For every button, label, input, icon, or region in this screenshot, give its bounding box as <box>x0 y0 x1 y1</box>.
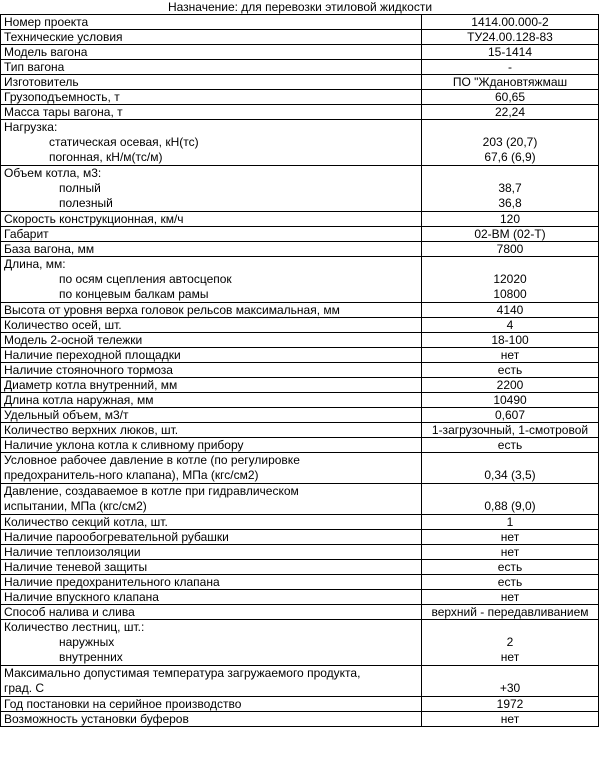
label-line: предохранитель-ного клапана), МПа (кгс/см2) <box>4 468 259 482</box>
sub-label: внутренних <box>59 650 123 664</box>
label: Наличие предохранительного клапана <box>1 575 422 590</box>
row-bogie-model <box>1 333 599 348</box>
row-inlet-valve <box>1 590 599 605</box>
row-production-year <box>1 697 599 712</box>
value-group <box>422 166 599 212</box>
value: 120 <box>422 212 599 227</box>
label: Масса тары вагона, т <box>1 105 422 120</box>
value: 1 <box>422 515 599 530</box>
label: Диаметр котла внутренний, мм <box>1 378 422 393</box>
sub-value: 38,7 <box>498 181 522 195</box>
sub-value: нет <box>500 650 520 664</box>
label-line: Давление, создаваемое в котле при гидравлическом <box>4 484 299 498</box>
group-label: Количество лестниц, шт.: <box>4 620 145 634</box>
value: 60,65 <box>422 90 599 105</box>
label-line: испытании, МПа (кгс/см2) <box>4 499 147 513</box>
value: 1414.00.000-2 <box>422 15 599 30</box>
label: Номер проекта <box>1 15 422 30</box>
value: есть <box>422 438 599 453</box>
row-capacity <box>1 90 599 105</box>
label-line: Условное рабочее давление в котле (по регулировке <box>4 453 300 467</box>
label: Длина котла наружная, мм <box>1 393 422 408</box>
value: - <box>422 60 599 75</box>
label: Технические условия <box>1 30 422 45</box>
value: 02-ВМ (02-Т) <box>422 227 599 242</box>
label: Наличие стояночного тормоза <box>1 363 422 378</box>
sub-label: наружных <box>59 635 115 649</box>
row-boiler-length <box>1 393 599 408</box>
row-test-pressure <box>1 484 599 515</box>
label: Изготовитель <box>1 75 422 90</box>
sub-label: полный <box>59 181 101 195</box>
label: Наличие переходной площадки <box>1 348 422 363</box>
row-boiler-diameter <box>1 378 599 393</box>
value: есть <box>422 575 599 590</box>
label: Количество секций котла, шт. <box>1 515 422 530</box>
row-steam-jacket <box>1 530 599 545</box>
label: Количество верхних люков, шт. <box>1 423 422 438</box>
group-label: Нагрузка: <box>4 120 58 134</box>
value: 0,607 <box>422 408 599 423</box>
value: 10490 <box>422 393 599 408</box>
label: Наличие теневой защиты <box>1 560 422 575</box>
label: Тип вагона <box>1 60 422 75</box>
sub-label: статическая осевая, кН(тс) <box>49 135 199 149</box>
label-line: град. С <box>4 681 45 695</box>
value: 1972 <box>422 697 599 712</box>
label: Год постановки на серийное производство <box>1 697 422 712</box>
sub-value: 10800 <box>493 287 527 301</box>
group-label: Длина, мм: <box>4 257 66 271</box>
row-safety-valve <box>1 575 599 590</box>
value-group <box>422 620 599 666</box>
row-parking-brake <box>1 363 599 378</box>
row-specific-volume <box>1 408 599 423</box>
label: Возможность установки буферов <box>1 712 422 727</box>
sub-value: 12020 <box>493 272 527 286</box>
value <box>422 666 599 697</box>
row-fill-method <box>1 605 599 620</box>
row-insulation <box>1 545 599 560</box>
row-boiler-sections <box>1 515 599 530</box>
sub-value: 2 <box>506 635 514 649</box>
label: База вагона, мм <box>1 242 422 257</box>
label: Габарит <box>1 227 422 242</box>
value: 22,24 <box>422 105 599 120</box>
row-length <box>1 257 599 303</box>
row-gauge <box>1 227 599 242</box>
group-label: Объем котла, м3: <box>4 166 102 180</box>
table-caption: Назначение: для перевозки этиловой жидкости <box>167 0 433 14</box>
value-group <box>422 257 599 303</box>
row-max-temperature <box>1 666 599 697</box>
label: Наличие уклона котла к сливному прибору <box>1 438 422 453</box>
sub-label: полезный <box>59 196 113 210</box>
label-group <box>1 666 422 697</box>
value: нет <box>422 712 599 727</box>
row-manufacturer <box>1 75 599 90</box>
row-boiler-volume <box>1 166 599 212</box>
label-group <box>1 166 422 212</box>
value: ПО "Ждановтяжмаш <box>422 75 599 90</box>
sub-value: 67,6 (6,9) <box>484 150 536 164</box>
row-height <box>1 303 599 318</box>
row-hatches <box>1 423 599 438</box>
value: есть <box>422 560 599 575</box>
label-group <box>1 120 422 166</box>
row-tare-mass <box>1 105 599 120</box>
value: нет <box>422 590 599 605</box>
row-shade-protection <box>1 560 599 575</box>
value: есть <box>422 363 599 378</box>
label: Грузоподъемность, т <box>1 90 422 105</box>
value: 4 <box>422 318 599 333</box>
label: Наличие впускного клапана <box>1 590 422 605</box>
sub-value: 203 (20,7) <box>482 135 538 149</box>
value <box>422 484 599 515</box>
label: Наличие парообогревательной рубашки <box>1 530 422 545</box>
value: 7800 <box>422 242 599 257</box>
value: верхний - передавливанием <box>422 605 599 620</box>
row-boiler-slope <box>1 438 599 453</box>
value: 4140 <box>422 303 599 318</box>
label: Модель вагона <box>1 45 422 60</box>
row-platform <box>1 348 599 363</box>
value-text: 0,34 (3,5) <box>484 468 536 482</box>
label: Высота от уровня верха головок рельсов максимальная, мм <box>1 303 422 318</box>
label: Удельный объем, м3/т <box>1 408 422 423</box>
label-group <box>1 620 422 666</box>
value: 15-1414 <box>422 45 599 60</box>
sub-label: погонная, кН/м(тс/м) <box>49 150 163 164</box>
row-wagon-type <box>1 60 599 75</box>
row-tech-conditions <box>1 30 599 45</box>
specs-table <box>0 14 599 727</box>
value <box>422 453 599 484</box>
value: нет <box>422 545 599 560</box>
row-axles <box>1 318 599 333</box>
label-group <box>1 484 422 515</box>
row-wagon-model <box>1 45 599 60</box>
value: нет <box>422 530 599 545</box>
row-working-pressure <box>1 453 599 484</box>
label: Скорость конструкционная, км/ч <box>1 212 422 227</box>
label-line: Максимально допустимая температура загружаемого продукта, <box>4 666 361 680</box>
label: Способ налива и слива <box>1 605 422 620</box>
value-group <box>422 120 599 166</box>
label: Наличие теплоизоляции <box>1 545 422 560</box>
row-ladders <box>1 620 599 666</box>
sub-label: по осям сцепления автосцепок <box>59 272 232 286</box>
row-project-number <box>1 15 599 30</box>
value: 2200 <box>422 378 599 393</box>
row-wagon-base <box>1 242 599 257</box>
label: Количество осей, шт. <box>1 318 422 333</box>
value: 1-загрузочный, 1-смотровой <box>422 423 599 438</box>
sub-label: по концевым балкам рамы <box>59 287 209 301</box>
value-text: 0,88 (9,0) <box>484 499 536 513</box>
row-buffers <box>1 712 599 727</box>
value: нет <box>422 348 599 363</box>
label: Модель 2-осной тележки <box>1 333 422 348</box>
label-group <box>1 453 422 484</box>
value-text: +30 <box>499 681 521 695</box>
value: ТУ24.00.128-83 <box>422 30 599 45</box>
sub-value: 36,8 <box>498 196 522 210</box>
row-speed <box>1 212 599 227</box>
value: 18-100 <box>422 333 599 348</box>
label-group <box>1 257 422 303</box>
row-load <box>1 120 599 166</box>
